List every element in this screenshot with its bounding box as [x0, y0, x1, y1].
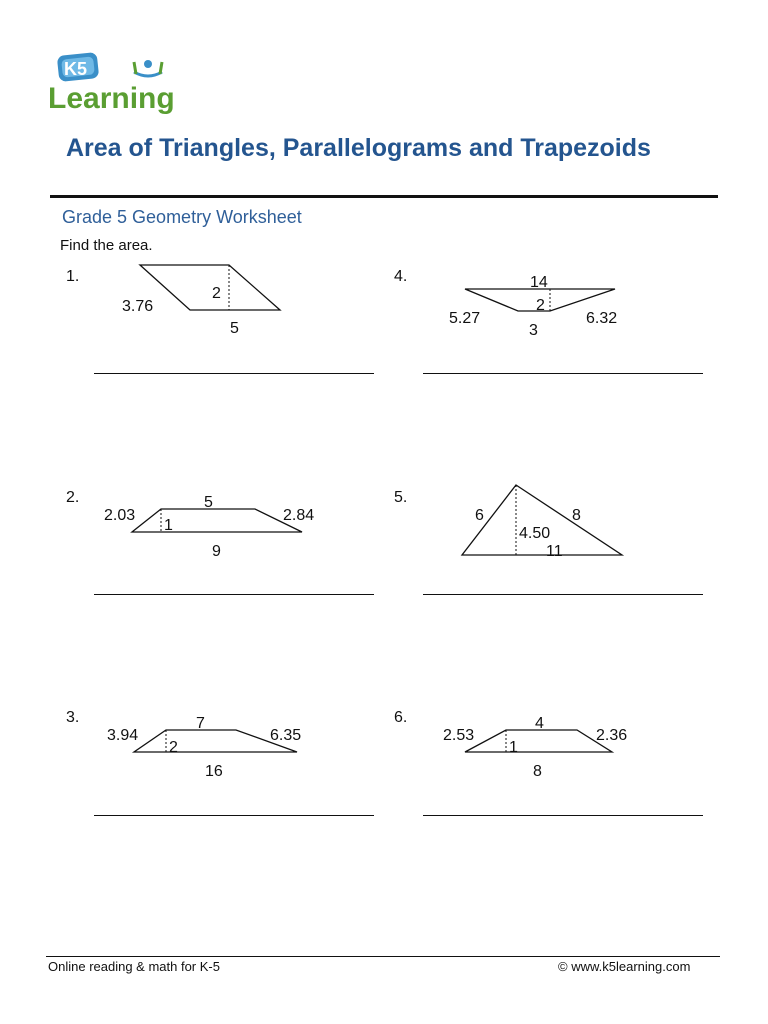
problem-2-figure [0, 475, 315, 585]
k5-learning-logo [48, 50, 190, 114]
right-label: 2.84 [283, 507, 315, 524]
problem-2-number: 2. [66, 489, 80, 506]
footer-tagline: Online reading & math for K-5 [48, 959, 220, 974]
bottom-label: 16 [205, 763, 223, 780]
answer-line-6[interactable] [423, 815, 703, 816]
problem-4-number: 4. [394, 268, 408, 285]
left-label: 2.03 [104, 507, 136, 524]
top-label: 4 [535, 715, 544, 732]
worksheet-subtitle: Grade 5 Geometry Worksheet [62, 207, 302, 227]
left-label: 6 [475, 507, 484, 524]
title-divider [50, 195, 718, 198]
problem-6-figure [410, 695, 710, 805]
bottom-label: 3 [529, 322, 538, 339]
answer-line-5[interactable] [423, 594, 703, 595]
problem-1-number: 1. [66, 268, 80, 285]
answer-line-1[interactable] [94, 373, 374, 374]
triangle-shape [462, 485, 622, 555]
height-label: 1 [164, 517, 173, 534]
left-label: 3.94 [107, 727, 139, 744]
bottom-label: 9 [212, 543, 221, 560]
problem-4-figure [410, 255, 710, 365]
problem-3-figure [0, 695, 300, 805]
right-label: 6.35 [270, 727, 302, 744]
problem-1-figure [0, 255, 300, 365]
height-label: 2 [212, 285, 221, 302]
bottom-label: 8 [533, 763, 542, 780]
page-title: Area of Triangles, Parallelograms and Trapezoids [66, 134, 651, 162]
top-label: 7 [196, 715, 205, 732]
left-label: 5.27 [449, 310, 481, 327]
height-label: 2 [536, 297, 545, 314]
answer-line-4[interactable] [423, 373, 703, 374]
base-label: 11 [546, 543, 563, 560]
footer-website-link[interactable]: © www.k5learning.com [558, 959, 691, 974]
footer-divider [46, 956, 720, 957]
right-label: 2.36 [596, 727, 628, 744]
trapezoid-shape [132, 509, 302, 532]
top-label: 5 [204, 494, 213, 511]
left-label: 2.53 [443, 727, 475, 744]
answer-line-3[interactable] [94, 815, 374, 816]
problem-5-figure [410, 475, 710, 585]
height-label: 1 [509, 739, 518, 756]
right-label: 8 [572, 507, 581, 524]
height-label: 2 [169, 739, 178, 756]
problem-3-number: 3. [66, 709, 80, 726]
side-label: 3.76 [122, 298, 154, 315]
problem-5-number: 5. [394, 489, 408, 506]
instruction-text: Find the area. [60, 237, 153, 254]
problem-6-number: 6. [394, 709, 408, 726]
right-label: 6.32 [586, 310, 618, 327]
top-label: 14 [530, 274, 548, 291]
base-label: 5 [230, 320, 239, 337]
svg-text:Learning: Learning [48, 82, 175, 114]
svg-text:K5: K5 [64, 59, 88, 79]
parallelogram-shape [140, 265, 280, 310]
height-label: 4.50 [519, 525, 551, 542]
answer-line-2[interactable] [94, 594, 374, 595]
trapezoid-shape [465, 730, 612, 752]
